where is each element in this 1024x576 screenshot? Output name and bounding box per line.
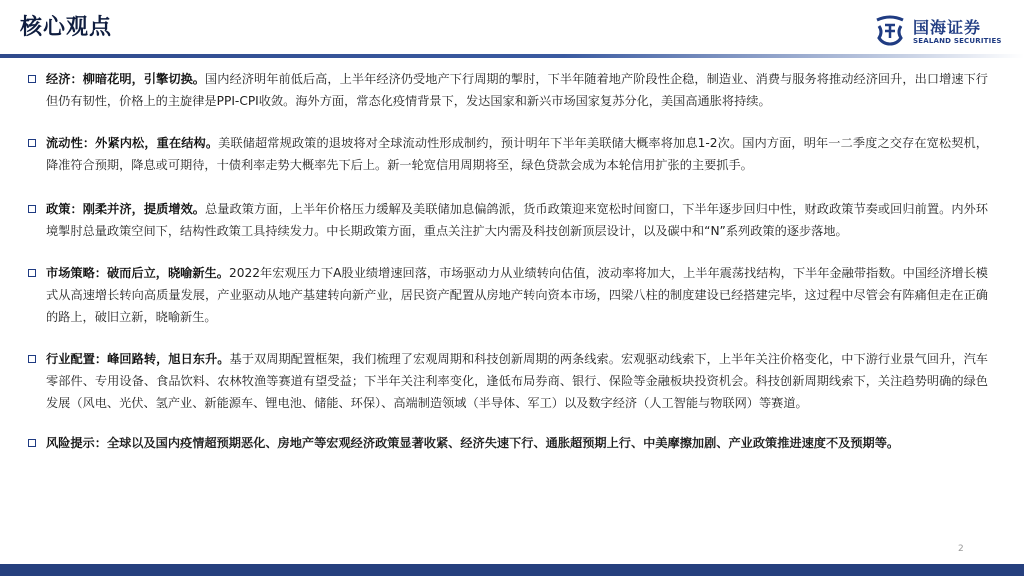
bullet-icon xyxy=(28,355,36,363)
point-policy xyxy=(28,198,988,242)
bullet-icon xyxy=(28,205,36,213)
bullet-icon xyxy=(28,439,36,447)
footer-bar xyxy=(0,564,1024,576)
point-text xyxy=(46,68,988,112)
page-header xyxy=(0,0,1024,62)
point-liquidity xyxy=(28,132,988,176)
point-body: 全球以及国内疫情超预期恶化、房地产等宏观经济政策显著收紧、经济失速下行、通胀超预期上行、中美摩擦加剧、产业政策推进速度不及预期等。 xyxy=(106,436,900,450)
point-text xyxy=(46,432,988,454)
page-title: 核心观点 xyxy=(20,15,113,40)
point-heading: 流动性：外紧内松，重在结构。 xyxy=(46,136,219,150)
point-heading: 政策：刚柔并济，提质增效。 xyxy=(46,202,206,216)
point-heading: 经济：柳暗花明，引擎切换。 xyxy=(46,72,206,86)
point-risk-warning xyxy=(28,432,988,454)
point-body: 美联储超常规政策的退坡将对全球流动性形成制约，预计明年下半年美联储大概率将加息1-2次。国内方面，明年一二季度之交存在宽松契机，降准符合预期，降息或可期待，十债利率走势大概率先下后上。新一轮宽信用周期将至，绿色贷款会成为本轮信用扩张的主要抓手。 xyxy=(46,136,988,172)
point-text xyxy=(46,262,988,328)
point-heading: 市场策略：破而后立，晓喻新生。 xyxy=(46,266,229,280)
bullet-icon xyxy=(28,139,36,147)
sealand-logo-icon xyxy=(873,14,907,48)
bullet-icon xyxy=(28,75,36,83)
point-economy xyxy=(28,68,988,112)
logo-english-name: SEALAND SECURITIES xyxy=(913,37,1002,45)
point-text xyxy=(46,198,988,242)
point-text xyxy=(46,132,988,176)
header-divider xyxy=(0,54,1024,58)
point-text xyxy=(46,348,988,414)
company-logo xyxy=(873,14,1018,54)
point-market-strategy xyxy=(28,262,988,328)
point-body: 2022年宏观压力下A股业绩增速回落，市场驱动力从业绩转向估值，波动率将加大，上半年震荡找结构，下半年金融带指数。中国经济增长模式从高速增长转向高质量发展，产业驱动从地产基建转向新产业，居民资产配置从房地产转向资本市场，四梁八柱的制度建设已经搭建完毕，这过程中尽管会有阵痛但走在正确的路上，破旧立新，晓喻新生。 xyxy=(46,266,988,324)
point-industry-allocation xyxy=(28,348,988,414)
point-body: 基于双周期配置框架，我们梳理了宏观周期和科技创新周期的两条线索。宏观驱动线索下，上半年关注价格变化，中下游行业景气回升，汽车零部件、专用设备、食品饮料、农林牧渔等赛道有望受益；下半年关注利率变化，逢低布局券商、银行、保险等金融板块投资机会。科技创新周期线索下，关注趋势明确的绿色发展（风电、光伏、氢产业、新能源车、锂电池、储能、环保）、高端制造领域（半导体、军工）以及数字经济（人工智能与物联网）等赛道。 xyxy=(46,352,988,410)
point-body: 总量政策方面，上半年价格压力缓解及美联储加息偏鸽派，货币政策迎来宽松时间窗口，下半年逐步回归中性，财政政策节奏或回归前置。内外环境掣肘总量政策空间下，结构性政策工具持续发力。中长期政策方面，重点关注扩大内需及科技创新顶层设计，以及碳中和“N”系列政策的逐步落地。 xyxy=(46,202,988,238)
bullet-icon xyxy=(28,269,36,277)
logo-chinese-name: 国海证券 xyxy=(913,18,982,37)
point-heading: 风险提示： xyxy=(46,436,107,450)
page-number: 2 xyxy=(958,544,964,554)
key-points-list xyxy=(28,68,988,454)
point-heading: 行业配置：峰回路转，旭日东升。 xyxy=(46,352,230,366)
point-body: 国内经济明年前低后高，上半年经济仍受地产下行周期的掣肘，下半年随着地产阶段性企稳，制造业、消费与服务将推动经济回升，出口增速下行但仍有韧性，价格上的主旋律是PPI-CPI收敛。海外方面，常态化疫情背景下，发达国家和新兴市场国家复苏分化，美国高通胀将持续。 xyxy=(46,72,988,108)
